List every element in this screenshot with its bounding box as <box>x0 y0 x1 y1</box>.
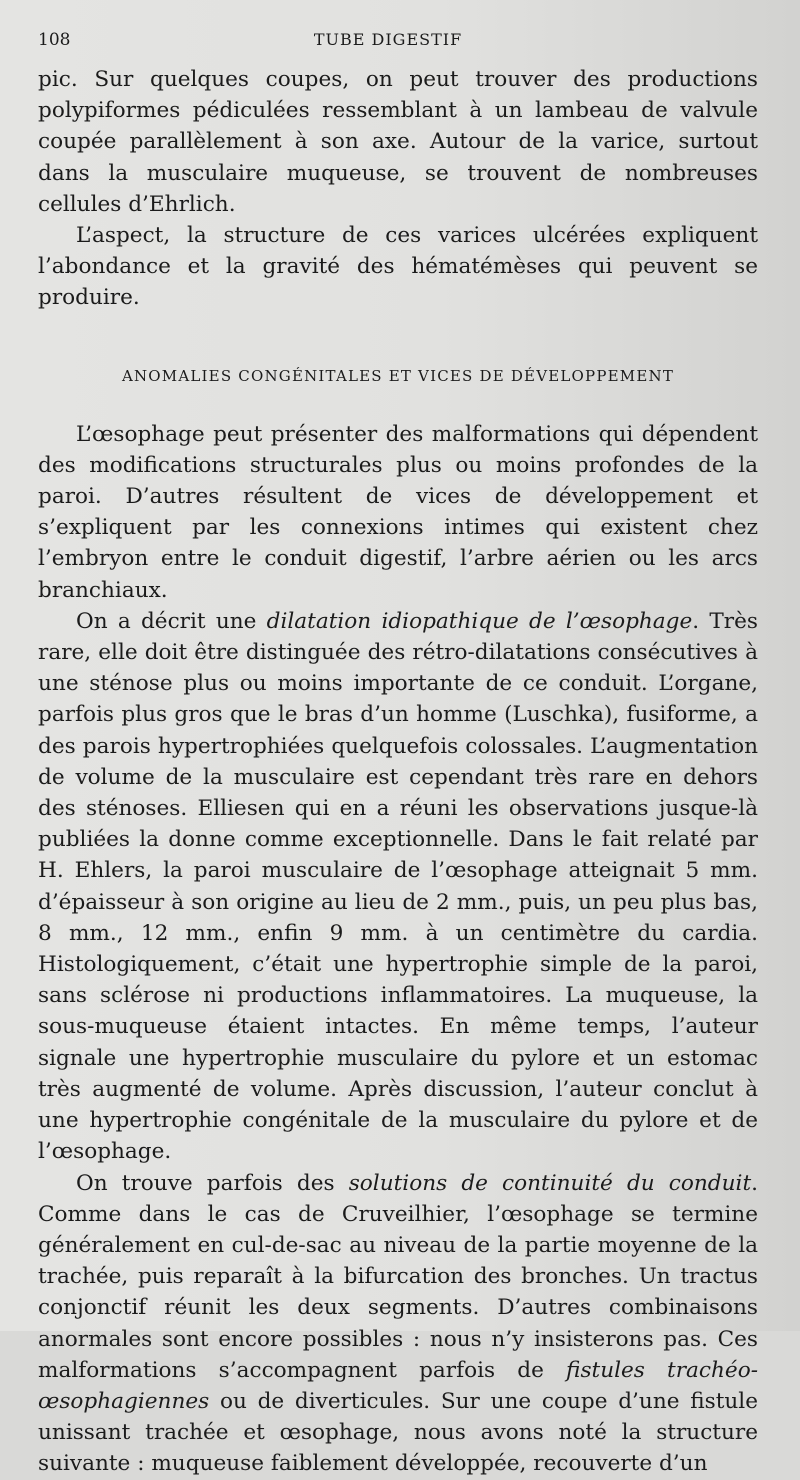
page-number: 108 <box>38 30 71 50</box>
body-text <box>38 64 758 1480</box>
paragraph-5-emphasis-1: solutions de continuité du conduit <box>348 1170 752 1196</box>
page-header <box>38 30 758 64</box>
paragraph-5-text-a: On trouve parfois des <box>76 1170 349 1196</box>
paragraph-4-emphasis: dilatation idiopathique de l’œsophage <box>266 608 693 634</box>
paragraph-4 <box>38 606 758 1168</box>
section-title: ANOMALIES CONGÉNITALES ET VICES DE DÉVELOPPEMENT <box>121 366 675 385</box>
paragraph-5-text-c: ou de diverticules. Sur une coupe d’une fistule unissant trachée et œsophage, nous avons noté la structure suivante : muqueuse faiblement développée, recouverte d’un <box>38 1388 758 1477</box>
paragraph-4-text-a: On a décrit une <box>76 608 267 634</box>
paragraph-2: L’aspect, la structure de ces varices ulcérées expliquent l’abondance et la gravité des hématémèses qui peuvent se produire. <box>38 223 758 311</box>
paragraph-3: L’œsophage peut présenter des malformations qui dépendent des modifications structurales plus ou moins profondes de la paroi. D’autres résultent de vices de développement et s’expliquent par les connexions intimes qui existent chez l’embryon entre le conduit digestif, l’arbre aérien ou les arcs branchiaux. <box>38 421 758 603</box>
paragraph-5-emphasis-2: fistules trachéo-œsophagiennes <box>38 1357 759 1414</box>
paragraph-5-text-b: . Comme dans le cas de Cruveilhier, l’œsophage se termine généralement en cul-de-sac au niveau de la partie moyenne de la trachée, puis reparaît à la bifurcation des bronches. Un tractus conjonctif réunit les deux segments. D’autres combinaisons anormales sont encore possibles : nous n’y insisterons pas. Ces malformations s’accompagnent parfois de <box>38 1170 758 1383</box>
paragraph-1: pic. Sur quelques coupes, on peut trouver des productions polypiformes pédiculées ressemblant à un lambeau de valvule coupée parallèlement à son axe. Autour de la varice, surtout dans la musculaire muqueuse, se trouvent de nombreuses cellules d’Ehrlich. <box>38 67 758 217</box>
paragraph-4-text-b: . Très rare, elle doit être distinguée des rétro-dilatations consécutives à une sténose plus ou moins importante de ce conduit. L’organe, parfois plus gros que le bras d’un homme (Luschka), fusiforme, a des parois hypertrophiées quelquefois colossales. L’augmentation de volume de la musculaire est cependant très rare en dehors des sténoses. Elliesen qui en a réuni les observations jusque-là publiées la donne comme exceptionnelle. Dans le fait relaté par H. Ehlers, la paroi musculaire de l’œsophage atteignait 5 mm. d’épaisseur à son origine au lieu de 2 mm., puis, un peu plus bas, 8 mm., 12 mm., enfin 9 mm. à un centimètre du cardia. Histologiquement, c’était une hypertrophie simple de la paroi, sans sclérose ni productions inflammatoires. La muqueuse, la sous-muqueuse étaient intactes. En même temps, l’auteur signale une hypertrophie musculaire du pylore et un estomac très augmenté de volume. Après discussion, l’auteur conclut à une hypertrophie congénitale de la musculaire du pylore et de l’œsophage. <box>38 608 758 1165</box>
paragraph-5 <box>38 1168 758 1480</box>
running-head: TUBE DIGESTIF <box>313 30 463 49</box>
